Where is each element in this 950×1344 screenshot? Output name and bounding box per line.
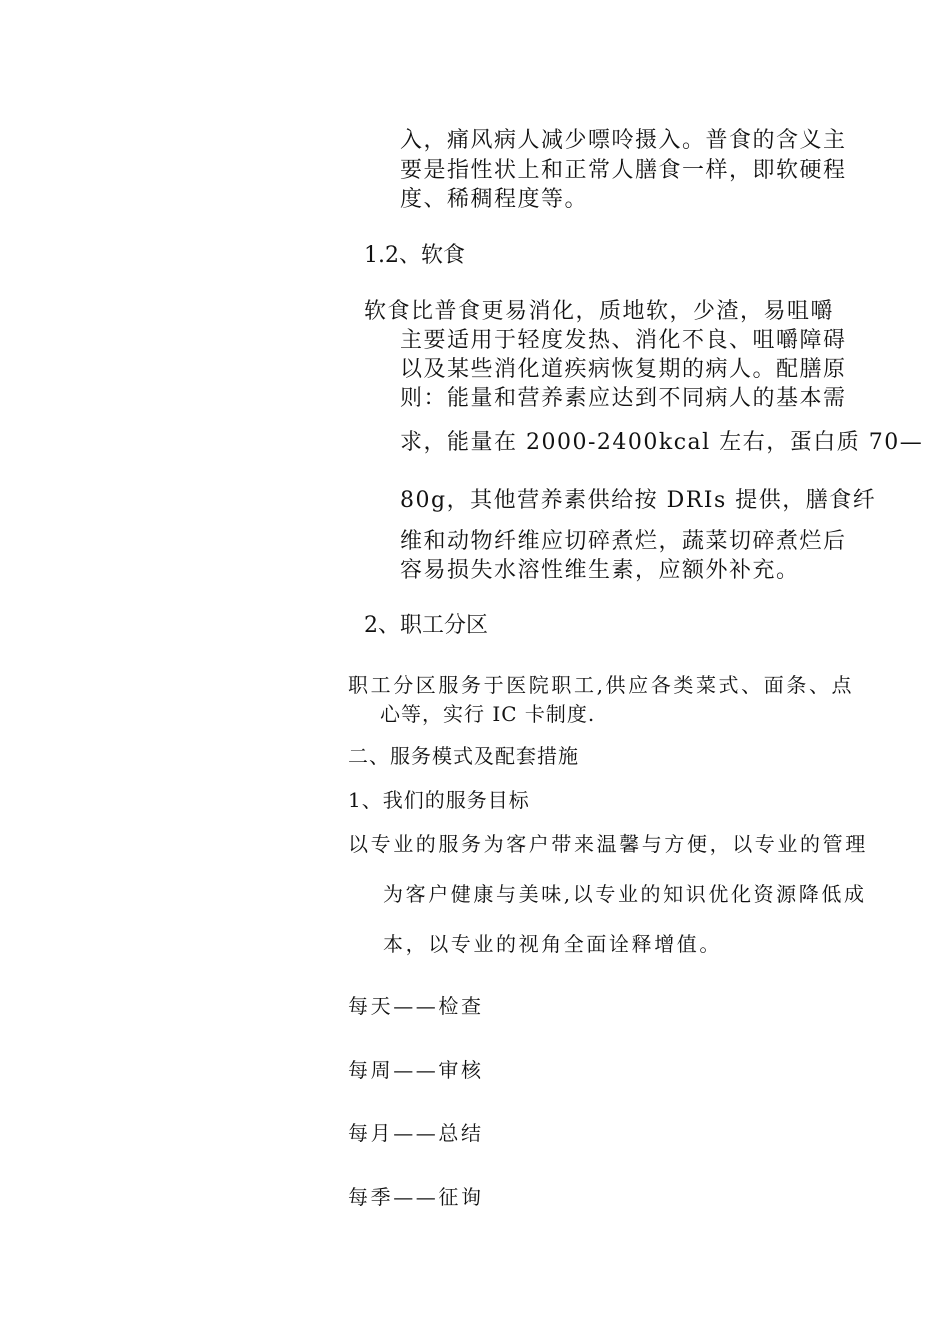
paragraph-line: 本，以专业的视角全面诠释增值。 [383,932,722,956]
paragraph-line: 度、稀稠程度等。 [400,187,589,212]
schedule-item: 每周——审核 [348,1058,484,1082]
paragraph-line: 以及某些消化道疾病恢复期的病人。配膳原 [400,357,847,382]
paragraph-line: 求，能量在 2000-2400kcal 左右，蛋白质 70— [400,430,924,455]
paragraph-line: 维和动物纤维应切碎煮烂，蔬菜切碎煮烂后 [400,529,847,554]
section-heading: 2、职工分区 [364,613,488,638]
schedule-item: 每季——征询 [348,1185,484,1209]
paragraph-line: 入，痛风病人减少嘌呤摄入。普食的含义主 [400,128,847,153]
schedule-item: 每月——总结 [348,1121,484,1145]
paragraph-line: 容易损失水溶性维生素，应额外补充。 [400,558,800,583]
paragraph-line: 职工分区服务于医院职工,供应各类菜式、面条、点 [348,673,855,697]
section-heading: 1.2、软食 [364,243,465,268]
paragraph-line: 80g，其他营养素供给按 DRIs 提供，膳食纤 [400,488,877,513]
paragraph-line: 要是指性状上和正常人膳食一样，即软硬程 [400,158,847,183]
paragraph-line: 为客户健康与美味,以专业的知识优化资源降低成 [383,882,867,906]
paragraph-line: 则：能量和营养素应达到不同病人的基本需 [400,386,847,411]
chapter-heading: 二、服务模式及配套措施 [348,744,579,768]
paragraph-line: 心等，实行 IC 卡制度. [380,702,596,726]
section-heading: 1、我们的服务目标 [348,788,530,812]
paragraph-line: 主要适用于轻度发热、消化不良、咀嚼障碍 [400,328,847,353]
paragraph-line: 以专业的服务为客户带来温馨与方便，以专业的管理 [348,832,868,856]
paragraph-line: 软食比普食更易消化，质地软，少渣，易咀嚼 [364,299,835,324]
schedule-item: 每天——检查 [348,994,484,1018]
